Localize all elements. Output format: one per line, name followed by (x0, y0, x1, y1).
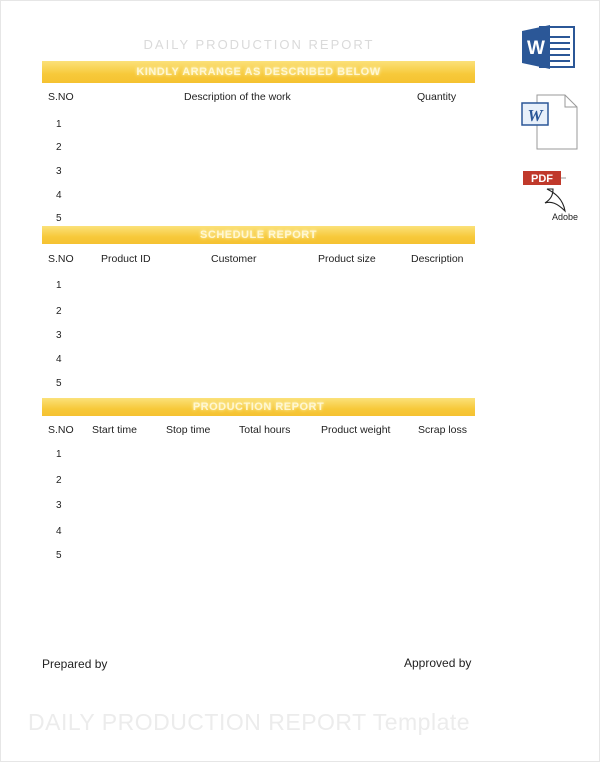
svg-text:W: W (527, 106, 543, 125)
column-header-product-size: Product size (318, 253, 376, 265)
row-number: 3 (56, 500, 62, 511)
row-number: 4 (56, 526, 62, 537)
row-number: 5 (56, 378, 62, 389)
prepared-by-label: Prepared by (42, 657, 108, 671)
pdf-icon[interactable] (521, 169, 579, 213)
row-number: 3 (56, 166, 62, 177)
row-number: 2 (56, 475, 62, 486)
row-number: 2 (56, 306, 62, 317)
column-header-start-time: Start time (92, 424, 137, 436)
row-number: 1 (56, 119, 62, 130)
column-header-quantity: Quantity (417, 91, 457, 103)
document-title: DAILY PRODUCTION REPORT (143, 37, 375, 52)
word-icon[interactable] (520, 23, 578, 71)
column-header-product-weight: Product weight (321, 424, 391, 436)
row-number: 1 (56, 449, 62, 460)
word-doc-icon[interactable] (519, 93, 581, 151)
adobe-label: Adobe (552, 212, 579, 222)
column-header-customer: Customer (211, 253, 257, 265)
column-header-product-id: Product ID (101, 253, 151, 265)
column-header-scrap-loss: Scrap loss (418, 424, 468, 436)
template-caption: DAILY PRODUCTION REPORT Template (28, 709, 471, 735)
column-header-description-of-work: Description of the work (184, 91, 291, 103)
approved-by-label: Approved by (404, 656, 472, 670)
column-header-sno: S.NO (48, 424, 74, 436)
section-heading-production-report: PRODUCTION REPORT (42, 398, 475, 416)
row-number: 5 (56, 213, 62, 224)
column-header-stop-time: Stop time (166, 424, 211, 436)
column-header-sno: S.NO (48, 253, 74, 265)
svg-text:PDF: PDF (531, 173, 553, 185)
row-number: 4 (56, 354, 62, 365)
row-number: 5 (56, 550, 62, 561)
column-header-sno: S.NO (48, 91, 74, 103)
row-number: 3 (56, 330, 62, 341)
row-number: 2 (56, 142, 62, 153)
row-number: 4 (56, 190, 62, 201)
section-heading-schedule-report: SCHEDULE REPORT (42, 226, 475, 244)
section-heading-arrangement: KINDLY ARRANGE AS DESCRIBED BELOW (42, 61, 475, 83)
column-header-total-hours: Total hours (239, 424, 291, 436)
svg-text:W: W (527, 38, 545, 59)
column-header-description: Description (411, 253, 464, 265)
row-number: 1 (56, 280, 62, 291)
